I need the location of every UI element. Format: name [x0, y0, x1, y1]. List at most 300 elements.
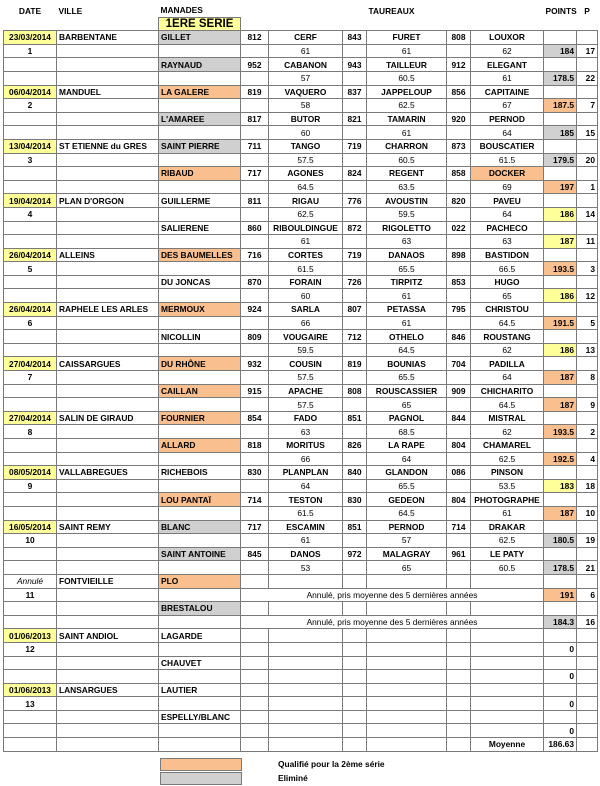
empty-cell [577, 520, 598, 534]
bull-score: 66 [269, 452, 343, 466]
manade-rank: 1 [577, 180, 598, 194]
bull-score: 53 [269, 561, 343, 575]
bull-name: CABANON [269, 58, 343, 72]
bull-number: 898 [447, 248, 471, 262]
manade-name: DU RHÔNE [159, 357, 241, 371]
empty-cell [4, 343, 57, 357]
manade-name: LA GALERE [159, 85, 241, 99]
manade-name: L'AMAREE [159, 112, 241, 126]
empty-cell [241, 738, 269, 752]
manade-points: 178.5 [544, 71, 577, 85]
event-ville: SAINT REMY [57, 520, 159, 534]
manade-points: 187 [544, 371, 577, 385]
bull-score: 65 [471, 289, 544, 303]
bull-number: 870 [241, 275, 269, 289]
manade-name: BRESTALOU [159, 602, 241, 616]
bull-number: 915 [241, 384, 269, 398]
bull-score [471, 642, 544, 656]
bull-name: RIGAU [269, 194, 343, 208]
manade-name: DES BAUMELLES [159, 248, 241, 262]
bull-number: 804 [447, 439, 471, 453]
manade-row [4, 248, 598, 262]
bull-number: 830 [343, 493, 367, 507]
bull-score [269, 642, 343, 656]
bull-name: BOUSCATIER [471, 139, 544, 153]
event-date: 01/06/2013 [4, 629, 57, 643]
empty-cell [57, 534, 159, 548]
bull-name: TAMARIN [367, 112, 447, 126]
manade-points: 192.5 [544, 452, 577, 466]
bull-number: 719 [343, 248, 367, 262]
bull-number: 811 [241, 194, 269, 208]
bull-score [367, 697, 447, 711]
bull-number: 716 [241, 248, 269, 262]
empty-cell [343, 506, 367, 520]
bull-number: 854 [241, 411, 269, 425]
empty-cell [447, 153, 471, 167]
empty-cell [447, 371, 471, 385]
empty-cell [159, 506, 241, 520]
manade-name: GUILLERME [159, 194, 241, 208]
bull-number: 808 [343, 384, 367, 398]
empty-cell [159, 44, 241, 58]
bull-score: 64.5 [367, 343, 447, 357]
manade-row [4, 493, 598, 507]
bull-number: 909 [447, 384, 471, 398]
score-row [4, 316, 598, 330]
empty-cell [577, 167, 598, 181]
bull-score: 65 [367, 561, 447, 575]
bull-score: 64 [471, 126, 544, 140]
manade-row [4, 221, 598, 235]
empty-cell [343, 534, 367, 548]
manade-rank: 13 [577, 343, 598, 357]
empty-cell [544, 330, 577, 344]
bull-number: 952 [241, 58, 269, 72]
empty-cell [241, 153, 269, 167]
bull-score: 61 [367, 126, 447, 140]
bull-number: 943 [343, 58, 367, 72]
empty-cell [544, 139, 577, 153]
empty-cell [4, 656, 57, 670]
empty-cell [343, 738, 367, 752]
manade-rank: 21 [577, 561, 598, 575]
empty-cell [4, 710, 57, 724]
bull-score: 57.5 [269, 398, 343, 412]
score-row [4, 425, 598, 439]
bull-name: LE PATY [471, 547, 544, 561]
empty-cell [577, 112, 598, 126]
bull-name: PINSON [471, 466, 544, 480]
bull-score: 65 [367, 398, 447, 412]
empty-cell [57, 479, 159, 493]
bull-name: TIRPITZ [367, 275, 447, 289]
bull-name: COUSIN [269, 357, 343, 371]
bull-number [343, 629, 367, 643]
serie-title: 1ERE SERIE [159, 17, 241, 31]
event-ville: CAISSARGUES [57, 357, 159, 371]
bull-name: DOCKER [471, 167, 544, 181]
empty-cell [159, 479, 241, 493]
bull-name: HUGO [471, 275, 544, 289]
empty-cell [159, 289, 241, 303]
empty-cell [577, 194, 598, 208]
score-row [4, 534, 598, 548]
empty-cell [57, 71, 159, 85]
bull-name: PERNOD [471, 112, 544, 126]
empty-cell [241, 316, 269, 330]
empty-cell [447, 452, 471, 466]
empty-cell [343, 207, 367, 221]
empty-cell [544, 656, 577, 670]
header-taureaux: TAUREAUX [368, 5, 415, 16]
empty-cell [447, 602, 471, 616]
bull-number: 807 [343, 303, 367, 317]
manade-name: DU JONCAS [159, 275, 241, 289]
score-row [4, 479, 598, 493]
bull-score [269, 724, 343, 738]
empty-cell [343, 153, 367, 167]
empty-cell [4, 112, 57, 126]
empty-cell [343, 126, 367, 140]
legend-text-qualified: Qualifié pour la 2ème série [278, 759, 385, 769]
manade-name: LAGARDE [159, 629, 241, 643]
empty-cell [159, 670, 241, 684]
score-row [4, 670, 598, 684]
bull-name [367, 629, 447, 643]
bull-name: TAILLEUR [367, 58, 447, 72]
empty-cell [577, 466, 598, 480]
manade-row [4, 547, 598, 561]
bull-score: 60.5 [367, 153, 447, 167]
empty-cell [343, 697, 367, 711]
empty-cell [343, 262, 367, 276]
empty-cell [241, 574, 269, 588]
bull-score [269, 697, 343, 711]
legend-text-eliminated: Eliminé [278, 773, 308, 783]
empty-cell [544, 602, 577, 616]
score-row [4, 506, 598, 520]
empty-cell [269, 574, 343, 588]
bull-number: 912 [447, 58, 471, 72]
bull-name: CORTES [269, 248, 343, 262]
bull-score: 66.5 [471, 262, 544, 276]
empty-cell [343, 670, 367, 684]
empty-cell [57, 167, 159, 181]
score-row [4, 235, 598, 249]
empty-cell [447, 235, 471, 249]
empty-cell [241, 602, 269, 616]
bull-number [343, 710, 367, 724]
bull-score: 61.5 [269, 506, 343, 520]
manade-name: SALIERENE [159, 221, 241, 235]
empty-cell [57, 112, 159, 126]
manade-name: GILLET [159, 31, 241, 45]
empty-cell [343, 371, 367, 385]
bull-number: 022 [447, 221, 471, 235]
bull-score: 61 [471, 71, 544, 85]
bull-number: 808 [447, 31, 471, 45]
empty-cell [159, 724, 241, 738]
event-ville: ST ETIENNE du GRES [57, 139, 159, 153]
manade-points: 0 [544, 724, 577, 738]
manade-row [4, 710, 598, 724]
empty-cell [57, 371, 159, 385]
event-ville: PLAN D'ORGON [57, 194, 159, 208]
bull-name: CHAMAREL [471, 439, 544, 453]
manade-row [4, 330, 598, 344]
empty-cell [343, 602, 367, 616]
bull-name: OTHELO [367, 330, 447, 344]
empty-cell [57, 710, 159, 724]
empty-cell [159, 235, 241, 249]
legend-swatch-qualified [160, 758, 242, 771]
manade-rank: 10 [577, 506, 598, 520]
event-date: Annulé [4, 574, 57, 588]
empty-cell [447, 479, 471, 493]
manade-row [4, 384, 598, 398]
empty-cell [57, 235, 159, 249]
bull-name: CHICHARITO [471, 384, 544, 398]
manade-row [4, 466, 598, 480]
score-row [4, 153, 598, 167]
bull-score: 64.5 [471, 398, 544, 412]
empty-cell [4, 398, 57, 412]
empty-cell [367, 574, 447, 588]
bull-score: 69 [471, 180, 544, 194]
empty-cell [447, 126, 471, 140]
manade-points: 185 [544, 126, 577, 140]
empty-cell [367, 602, 447, 616]
empty-cell [447, 425, 471, 439]
bull-score: 60 [269, 289, 343, 303]
bull-name: PADILLA [471, 357, 544, 371]
event-number: 4 [4, 207, 57, 221]
empty-cell [4, 126, 57, 140]
bull-number: 717 [241, 167, 269, 181]
bull-number [241, 629, 269, 643]
empty-cell [577, 275, 598, 289]
event-ville: MANDUEL [57, 85, 159, 99]
bull-name [471, 656, 544, 670]
empty-cell [447, 343, 471, 357]
bull-name [269, 629, 343, 643]
empty-cell [57, 330, 159, 344]
empty-cell [241, 343, 269, 357]
empty-cell [269, 602, 343, 616]
bull-score: 63 [471, 235, 544, 249]
event-date: 27/04/2014 [4, 411, 57, 425]
empty-cell [544, 275, 577, 289]
empty-cell [447, 724, 471, 738]
manade-rank: 22 [577, 71, 598, 85]
empty-cell [4, 289, 57, 303]
empty-cell [544, 411, 577, 425]
bull-number: 924 [241, 303, 269, 317]
empty-cell [241, 670, 269, 684]
bull-number: 714 [447, 520, 471, 534]
manade-points: 186 [544, 289, 577, 303]
bull-score: 64.5 [367, 506, 447, 520]
bull-score: 57 [269, 71, 343, 85]
empty-cell [241, 561, 269, 575]
bull-number: 826 [343, 439, 367, 453]
manade-points: 187 [544, 235, 577, 249]
bull-name: MISTRAL [471, 411, 544, 425]
empty-cell [159, 262, 241, 276]
empty-cell [577, 683, 598, 697]
empty-cell [577, 574, 598, 588]
manade-rank: 16 [577, 615, 598, 629]
bull-number: 704 [447, 357, 471, 371]
bull-name [269, 683, 343, 697]
empty-cell [343, 289, 367, 303]
annule-note: Annulé, pris moyenne des 5 dernières années [241, 615, 544, 629]
bull-number: 714 [241, 493, 269, 507]
manade-name: NICOLLIN [159, 330, 241, 344]
bull-number: 851 [343, 520, 367, 534]
empty-cell [577, 58, 598, 72]
empty-cell [4, 58, 57, 72]
score-row [4, 724, 598, 738]
manade-points: 184 [544, 44, 577, 58]
empty-cell [4, 180, 57, 194]
bull-name: REGENT [367, 167, 447, 181]
empty-cell [544, 439, 577, 453]
manade-points: 193.5 [544, 262, 577, 276]
empty-cell [241, 44, 269, 58]
empty-cell [57, 275, 159, 289]
empty-cell [4, 384, 57, 398]
bull-number: 711 [241, 139, 269, 153]
empty-cell [544, 85, 577, 99]
empty-cell [577, 738, 598, 752]
empty-cell [447, 534, 471, 548]
manade-rank: 5 [577, 316, 598, 330]
empty-cell [57, 561, 159, 575]
empty-cell [447, 561, 471, 575]
empty-cell [544, 112, 577, 126]
manade-name: LOU PANTAÏ [159, 493, 241, 507]
empty-cell [343, 71, 367, 85]
empty-cell [343, 99, 367, 113]
manade-points: 191.5 [544, 316, 577, 330]
bull-number [447, 683, 471, 697]
score-row [4, 44, 598, 58]
bull-name: CHARRON [367, 139, 447, 153]
bull-score: 64 [367, 452, 447, 466]
bull-score: 62.5 [269, 207, 343, 221]
manade-row [4, 85, 598, 99]
bull-score: 64.5 [471, 316, 544, 330]
empty-cell [4, 275, 57, 289]
manade-points: 193.5 [544, 425, 577, 439]
empty-cell [4, 506, 57, 520]
empty-cell [343, 44, 367, 58]
legend [160, 758, 385, 786]
moyenne-row [4, 738, 598, 752]
empty-cell [4, 167, 57, 181]
header-p: P [584, 5, 590, 16]
empty-cell [159, 371, 241, 385]
empty-cell [577, 221, 598, 235]
bull-name: DANOS [269, 547, 343, 561]
empty-cell [4, 452, 57, 466]
empty-cell [544, 574, 577, 588]
manade-rank [577, 670, 598, 684]
empty-cell [241, 724, 269, 738]
empty-cell [544, 194, 577, 208]
bull-number: 853 [447, 275, 471, 289]
event-ville: SALIN DE GIRAUD [57, 411, 159, 425]
manade-points: 186 [544, 343, 577, 357]
bull-number: 860 [241, 221, 269, 235]
event-number: 13 [4, 697, 57, 711]
empty-cell [159, 153, 241, 167]
manade-name: RAYNAUD [159, 58, 241, 72]
bull-number [241, 710, 269, 724]
event-ville: FONTVIEILLE [57, 574, 159, 588]
manade-rank: 3 [577, 262, 598, 276]
results-table [3, 4, 598, 752]
manade-row [4, 656, 598, 670]
empty-cell [447, 71, 471, 85]
manade-rank: 14 [577, 207, 598, 221]
empty-cell [544, 547, 577, 561]
empty-cell [241, 99, 269, 113]
bull-score: 60.5 [367, 71, 447, 85]
bull-name [471, 683, 544, 697]
empty-cell [159, 99, 241, 113]
manade-rank: 12 [577, 289, 598, 303]
score-row [4, 452, 598, 466]
manade-points: 0 [544, 697, 577, 711]
empty-cell [57, 316, 159, 330]
manade-rank: 4 [577, 452, 598, 466]
empty-cell [447, 398, 471, 412]
bull-number: 830 [241, 466, 269, 480]
empty-cell [57, 588, 159, 602]
bull-number [447, 656, 471, 670]
manade-rank: 6 [577, 588, 598, 602]
bull-score: 61 [269, 44, 343, 58]
empty-cell [241, 398, 269, 412]
bull-number: 858 [447, 167, 471, 181]
manade-row [4, 303, 598, 317]
empty-cell [544, 357, 577, 371]
empty-cell [577, 85, 598, 99]
manade-row [4, 58, 598, 72]
empty-cell [241, 479, 269, 493]
bull-score: 61 [269, 534, 343, 548]
empty-cell [544, 520, 577, 534]
empty-cell [57, 724, 159, 738]
bull-name: GLANDON [367, 466, 447, 480]
empty-cell [343, 479, 367, 493]
manade-row [4, 520, 598, 534]
empty-cell [241, 126, 269, 140]
annule-note: Annulé, pris moyenne des 5 dernières années [241, 588, 544, 602]
header-points: POINTS [545, 5, 577, 16]
empty-cell [159, 398, 241, 412]
bull-score: 62 [471, 44, 544, 58]
manade-points: 184.3 [544, 615, 577, 629]
moyenne-label: Moyenne [471, 738, 544, 752]
manade-points: 178.5 [544, 561, 577, 575]
empty-cell [269, 738, 343, 752]
manade-rank: 20 [577, 153, 598, 167]
bull-name: MORITUS [269, 439, 343, 453]
